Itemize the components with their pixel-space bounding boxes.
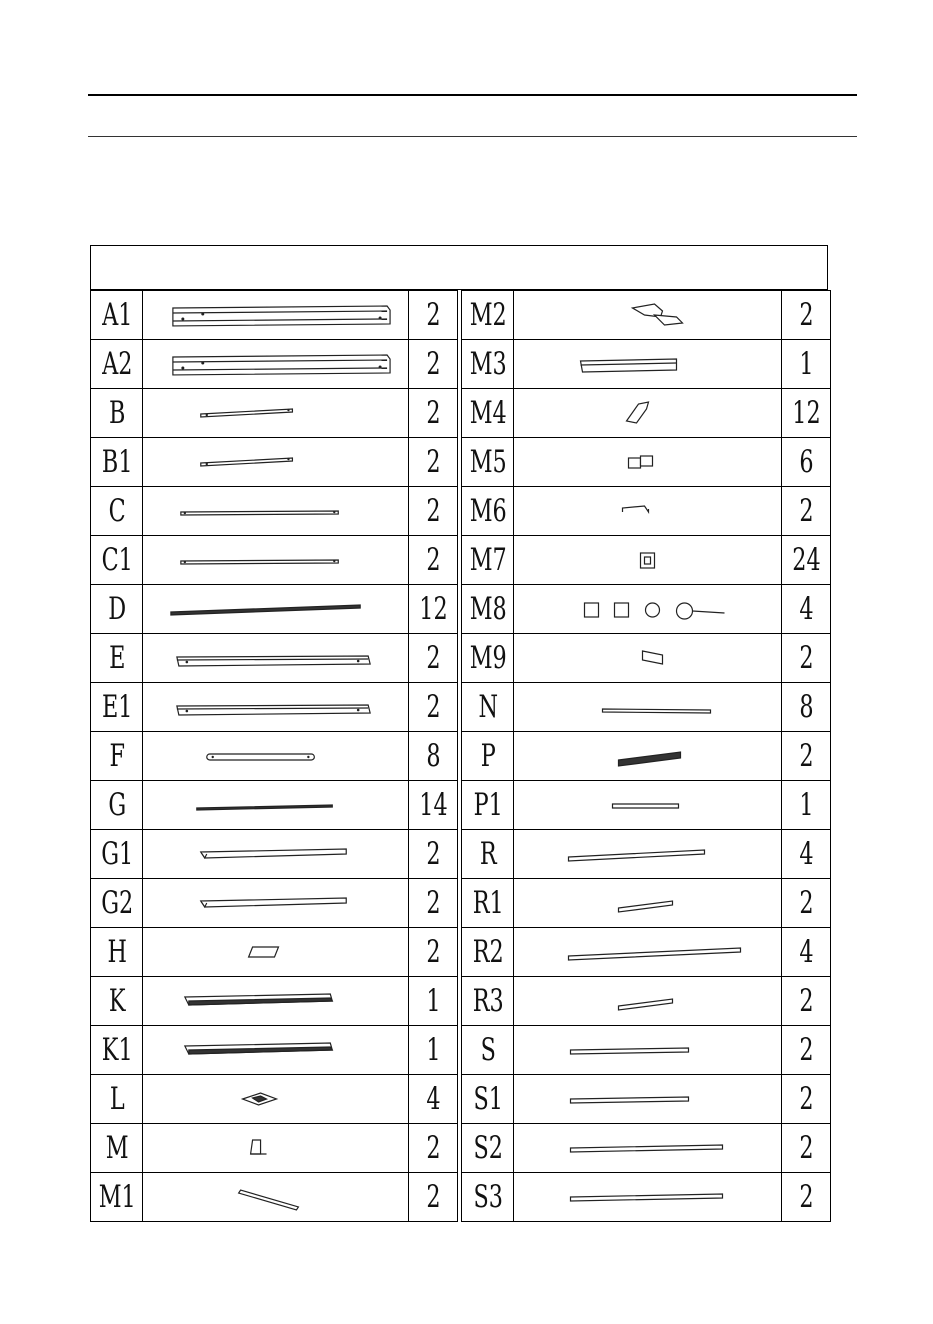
thin-rod-icon	[143, 487, 409, 536]
part-quantity: 2	[416, 487, 451, 536]
part-row	[91, 389, 458, 438]
part-quantity: 2	[416, 1124, 451, 1173]
part-row	[91, 1173, 458, 1222]
part-row	[91, 536, 458, 585]
part-quantity: 12	[789, 389, 824, 438]
part-row	[91, 781, 458, 830]
part-code: M6	[469, 487, 507, 536]
long-tube-icon	[514, 928, 782, 977]
tube-icon	[514, 830, 782, 879]
part-quantity: 14	[416, 781, 451, 830]
part-row	[462, 732, 831, 781]
flat-strap-icon	[143, 732, 409, 781]
part-quantity: 2	[416, 340, 451, 389]
part-quantity: 1	[789, 340, 824, 389]
hinge-bracket-icon	[514, 291, 782, 340]
part-code: G	[98, 781, 136, 830]
part-code: C	[98, 487, 136, 536]
thin-dark-rail-icon	[143, 781, 409, 830]
part-quantity: 2	[416, 634, 451, 683]
part-quantity: 2	[789, 1075, 824, 1124]
part-code: P	[469, 732, 507, 781]
part-row	[91, 830, 458, 879]
part-code: K1	[98, 1026, 136, 1075]
part-quantity: 2	[789, 291, 824, 340]
part-quantity: 2	[789, 977, 824, 1026]
part-quantity: 2	[789, 732, 824, 781]
part-row	[462, 438, 831, 487]
part-row	[91, 1075, 458, 1124]
part-row	[91, 1124, 458, 1173]
part-quantity: 1	[789, 781, 824, 830]
part-row	[91, 879, 458, 928]
part-quantity: 2	[789, 634, 824, 683]
part-row	[462, 1075, 831, 1124]
diagonal-bar-icon	[143, 1173, 409, 1222]
u-bracket-icon	[514, 487, 782, 536]
part-code: B1	[98, 438, 136, 487]
part-code: M3	[469, 340, 507, 389]
short-tube-icon	[514, 977, 782, 1026]
part-quantity: 2	[416, 683, 451, 732]
part-code: B	[98, 389, 136, 438]
part-quantity: 2	[416, 879, 451, 928]
part-row	[91, 291, 458, 340]
part-quantity: 2	[789, 1124, 824, 1173]
part-row	[91, 340, 458, 389]
part-code: S1	[469, 1075, 507, 1124]
part-quantity: 2	[416, 438, 451, 487]
part-quantity: 2	[416, 536, 451, 585]
part-quantity: 2	[789, 487, 824, 536]
double-clip-icon	[514, 438, 782, 487]
part-code: R3	[469, 977, 507, 1026]
part-code: R1	[469, 879, 507, 928]
pole-icon	[514, 1075, 782, 1124]
part-row	[462, 977, 831, 1026]
part-code: S3	[469, 1173, 507, 1222]
top-rule	[88, 94, 857, 96]
part-row	[91, 977, 458, 1026]
part-code: E1	[98, 683, 136, 732]
long-square-tube-icon	[143, 291, 409, 340]
part-row	[462, 634, 831, 683]
small-bracket-icon	[143, 1124, 409, 1173]
part-code: R	[469, 830, 507, 879]
long-pole-icon	[514, 1124, 782, 1173]
thin-bar-icon	[514, 683, 782, 732]
hardware-set-icon	[514, 585, 782, 634]
part-quantity: 2	[416, 291, 451, 340]
part-code: S2	[469, 1124, 507, 1173]
part-code: H	[98, 928, 136, 977]
part-row	[462, 830, 831, 879]
part-code: M5	[469, 438, 507, 487]
part-code: M9	[469, 634, 507, 683]
parts-table-left	[90, 290, 458, 1222]
part-row	[462, 340, 831, 389]
part-row	[91, 732, 458, 781]
part-code: G2	[98, 879, 136, 928]
part-quantity: 24	[789, 536, 824, 585]
part-quantity: 4	[789, 928, 824, 977]
dark-rail-icon	[143, 585, 409, 634]
part-row	[462, 291, 831, 340]
part-quantity: 8	[416, 732, 451, 781]
part-row	[91, 585, 458, 634]
part-code: E	[98, 634, 136, 683]
channel-beam-icon	[143, 634, 409, 683]
part-code: L	[98, 1075, 136, 1124]
part-code: A1	[98, 291, 136, 340]
part-row	[462, 536, 831, 585]
gutter-icon	[143, 977, 409, 1026]
part-code: M	[98, 1124, 136, 1173]
part-quantity: 2	[789, 1173, 824, 1222]
plate-icon	[143, 928, 409, 977]
corner-plate-icon	[143, 1075, 409, 1124]
long-square-tube-icon	[143, 340, 409, 389]
part-row	[462, 683, 831, 732]
channel-beam-icon	[143, 683, 409, 732]
part-code: F	[98, 732, 136, 781]
short-bar-icon	[143, 438, 409, 487]
part-row	[91, 438, 458, 487]
part-row	[462, 1173, 831, 1222]
angle-rail-icon	[143, 879, 409, 928]
part-quantity: 2	[416, 830, 451, 879]
short-bar-icon	[143, 389, 409, 438]
slotted-bar-icon	[514, 732, 782, 781]
part-code: M4	[469, 389, 507, 438]
channel-piece-icon	[514, 634, 782, 683]
part-row	[91, 487, 458, 536]
part-row	[462, 1124, 831, 1173]
angle-bracket-icon	[514, 389, 782, 438]
part-quantity: 2	[789, 1026, 824, 1075]
part-row	[91, 634, 458, 683]
pole-icon	[514, 1026, 782, 1075]
part-quantity: 2	[416, 928, 451, 977]
part-code: R2	[469, 928, 507, 977]
part-row	[462, 879, 831, 928]
part-quantity: 2	[789, 879, 824, 928]
part-code: S	[469, 1026, 507, 1075]
part-quantity: 2	[416, 1173, 451, 1222]
part-code: D	[98, 585, 136, 634]
part-quantity: 1	[416, 1026, 451, 1075]
cube-clip-icon	[514, 536, 782, 585]
thin-rod-icon	[143, 536, 409, 585]
part-code: G1	[98, 830, 136, 879]
part-code: A2	[98, 340, 136, 389]
part-code: C1	[98, 536, 136, 585]
part-quantity: 2	[416, 389, 451, 438]
long-pole-icon	[514, 1173, 782, 1222]
part-code: M8	[469, 585, 507, 634]
part-row	[462, 928, 831, 977]
part-code: P1	[469, 781, 507, 830]
gutter-icon	[143, 1026, 409, 1075]
angle-rail-icon	[143, 830, 409, 879]
part-quantity: 4	[789, 830, 824, 879]
part-row	[462, 389, 831, 438]
flat-bar-icon	[514, 781, 782, 830]
long-channel-icon	[514, 340, 782, 389]
part-row	[462, 487, 831, 536]
parts-table-right	[461, 290, 831, 1222]
part-row	[462, 781, 831, 830]
part-row	[91, 1026, 458, 1075]
part-code: M7	[469, 536, 507, 585]
part-code: K	[98, 977, 136, 1026]
part-quantity: 4	[789, 585, 824, 634]
part-quantity: 4	[416, 1075, 451, 1124]
part-quantity: 12	[416, 585, 451, 634]
part-code: N	[469, 683, 507, 732]
part-code: M1	[98, 1173, 136, 1222]
short-tube-icon	[514, 879, 782, 928]
part-quantity: 6	[789, 438, 824, 487]
part-quantity: 8	[789, 683, 824, 732]
parts-list-header	[90, 245, 828, 290]
second-rule	[88, 136, 857, 137]
part-row	[91, 928, 458, 977]
part-row	[91, 683, 458, 732]
part-code: M2	[469, 291, 507, 340]
part-quantity: 1	[416, 977, 451, 1026]
part-row	[462, 585, 831, 634]
part-row	[462, 1026, 831, 1075]
